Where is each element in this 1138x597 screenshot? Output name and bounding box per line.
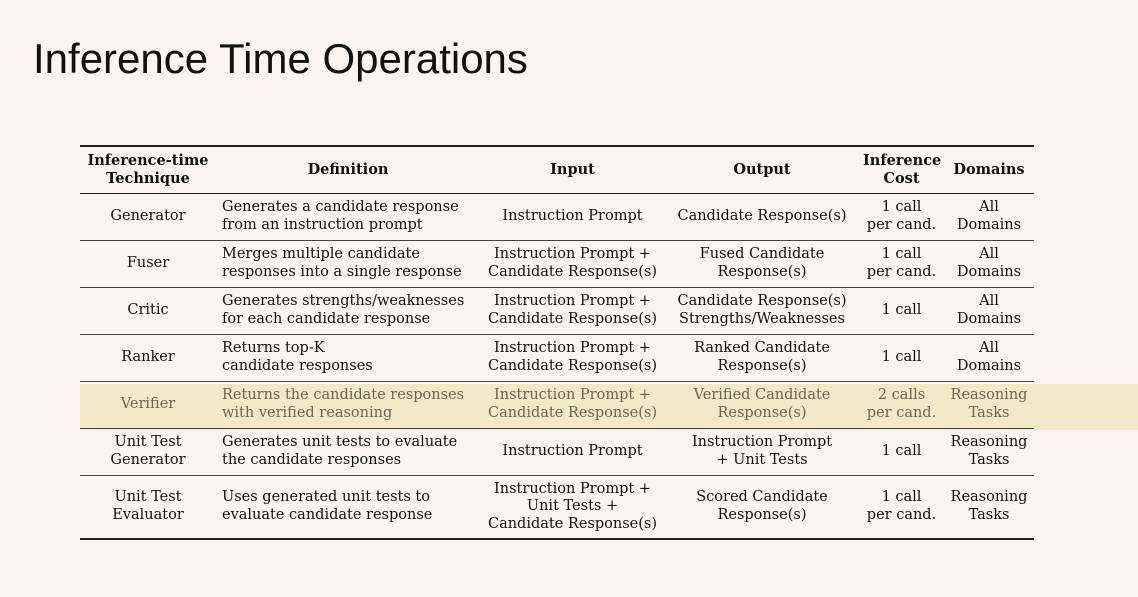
cell-cost: 1 call per cand. [866, 489, 937, 523]
cell-technique: Ranker [121, 348, 175, 365]
cell-cost: 1 call [881, 442, 922, 459]
techniques-table [80, 145, 1034, 540]
cell-cost: 1 call [881, 348, 922, 365]
cell-definition: Returns top-K candidate responses [222, 340, 373, 374]
cell-output: Candidate Response(s) [677, 207, 847, 224]
cell-input: Instruction Prompt + Unit Tests + Candidate Response(s) [487, 480, 657, 532]
table-row [80, 193, 1034, 240]
cell-cost: 2 calls per cand. [866, 387, 937, 421]
cell-input: Instruction Prompt [502, 442, 643, 459]
cell-domains: Reasoning Tasks [950, 387, 1028, 421]
header-definition: Definition [307, 161, 389, 178]
cell-definition: Generates strengths/weaknesses for each candidate response [222, 293, 465, 327]
header-input: Input [550, 161, 595, 178]
cell-input: Instruction Prompt + Candidate Response(s) [487, 293, 657, 327]
cell-definition: Returns the candidate responses with verified reasoning [222, 387, 465, 421]
header-cost: Inference Cost [863, 152, 942, 187]
cell-definition: Uses generated unit tests to evaluate candidate response [222, 489, 433, 523]
cell-domains: Reasoning Tasks [950, 434, 1028, 468]
cell-output: Ranked Candidate Response(s) [694, 340, 830, 374]
cell-output: Fused Candidate Response(s) [699, 246, 825, 280]
cell-cost: 1 call per cand. [866, 246, 937, 280]
techniques-table-container [80, 145, 1034, 540]
cell-input: Instruction Prompt + Candidate Response(s) [487, 340, 657, 374]
cell-output: Verified Candidate Response(s) [693, 387, 831, 421]
cell-technique: Fuser [126, 254, 170, 271]
cell-definition: Merges multiple candidate responses into a single response [222, 246, 462, 280]
cell-domains: All Domains [956, 199, 1022, 233]
table-header-row [80, 146, 1034, 193]
cell-input: Instruction Prompt + Candidate Response(s) [487, 246, 657, 280]
header-technique: Inference-time Technique [87, 152, 209, 187]
cell-domains: All Domains [956, 340, 1022, 374]
cell-output: Scored Candidate Response(s) [696, 489, 828, 523]
cell-technique: Verifier [120, 395, 176, 412]
cell-cost: 1 call per cand. [866, 199, 937, 233]
table-row [80, 240, 1034, 287]
cell-cost: 1 call [881, 301, 922, 318]
table-body [80, 193, 1034, 539]
cell-technique: Unit Test Generator [110, 434, 186, 468]
cell-technique: Generator [110, 207, 186, 224]
slide-title: Inference Time Operations [33, 35, 528, 82]
table-row [80, 381, 1034, 428]
header-domains: Domains [953, 161, 1025, 178]
cell-technique: Critic [127, 301, 169, 318]
table-row [80, 475, 1034, 539]
header-output: Output [733, 161, 791, 178]
cell-definition: Generates unit tests to evaluate the candidate responses [222, 434, 458, 468]
cell-output: Candidate Response(s) Strengths/Weaknesses [677, 293, 847, 327]
cell-domains: Reasoning Tasks [950, 489, 1028, 523]
cell-input: Instruction Prompt + Candidate Response(s) [487, 387, 657, 421]
cell-output: Instruction Prompt + Unit Tests [691, 434, 833, 468]
cell-technique: Unit Test Evaluator [112, 489, 184, 523]
cell-domains: All Domains [956, 293, 1022, 327]
cell-input: Instruction Prompt [502, 207, 643, 224]
cell-domains: All Domains [956, 246, 1022, 280]
table-row [80, 334, 1034, 381]
cell-definition: Generates a candidate response from an instruction prompt [222, 199, 459, 233]
table-row [80, 287, 1034, 334]
table-row [80, 428, 1034, 475]
